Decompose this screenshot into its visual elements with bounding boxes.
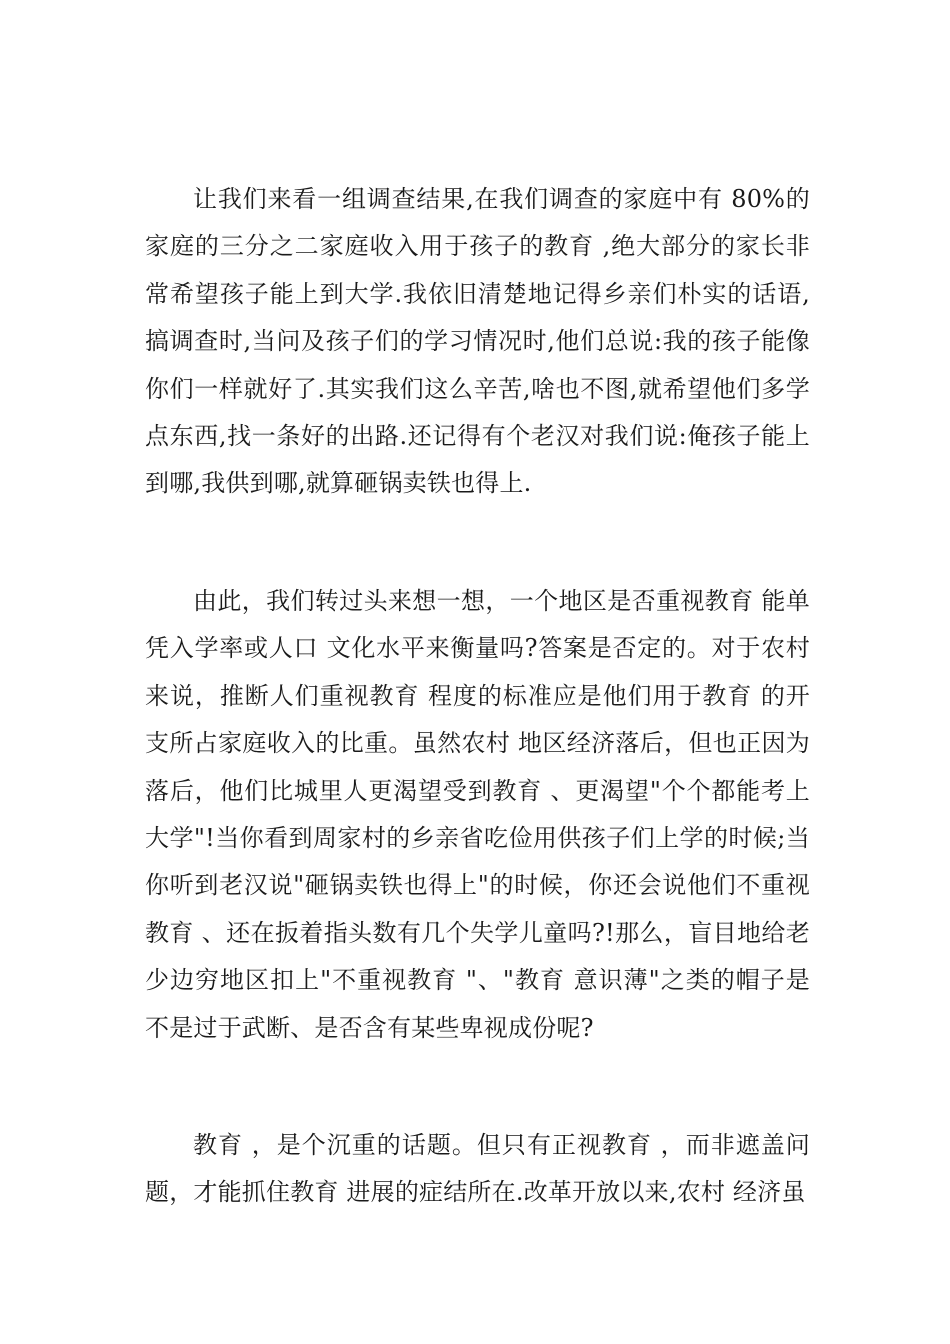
paragraph-heavy-topic: 教育 ，是个沉重的话题。但只有正视教育 ，而非遮盖问题，才能抓住教育 进展的症结所在.改革开放以来,农村 经济虽 — [145, 1131, 810, 1207]
paragraph-survey-results: 让我们来看一组调查结果,在我们调查的家庭中有 80%的家庭的三分之二家庭收入用于孩子的教育 ,绝大部分的家长非常希望孩子能上到大学.我依旧清楚地记得乡亲们朴实的话语,搞调查时,当问及孩子们的学习情况时,他们总说:我的孩子能像你们一样就好了.其实我们这么辛苦,啥也不图,就希望他们多学点东西,找一条好的出路.还记得有个老汉对我们说:俺孩子能上到哪,我供到哪,就算砸锅卖铁也得上. — [145, 185, 810, 498]
paragraph-education-value: 由此，我们转过头来想一想，一个地区是否重视教育 能单凭入学率或人口 文化水平来衡量吗?答案是否定的。对于农村 来说，推断人们重视教育 程度的标准应是他们用于教育 的开支所占家庭收入的比重。虽然农村 地区经济落后，但也正因为落后，他们比城里人更渴望受到教育 、更渴望"个个都能考上大学"!当你看到周家村的乡亲省吃俭用供孩子们上学的时候;当你听到老汉说"砸锅卖铁也得上"的时候，你还会说他们不重视教育 、还在扳着指头数有几个失学儿童吗?!那么，盲目地给老少边穷地区扣上"不重视教育 "、"教育 意识薄"之类的帽子是不是过于武断、是否含有某些卑视成份呢? — [145, 587, 810, 1042]
